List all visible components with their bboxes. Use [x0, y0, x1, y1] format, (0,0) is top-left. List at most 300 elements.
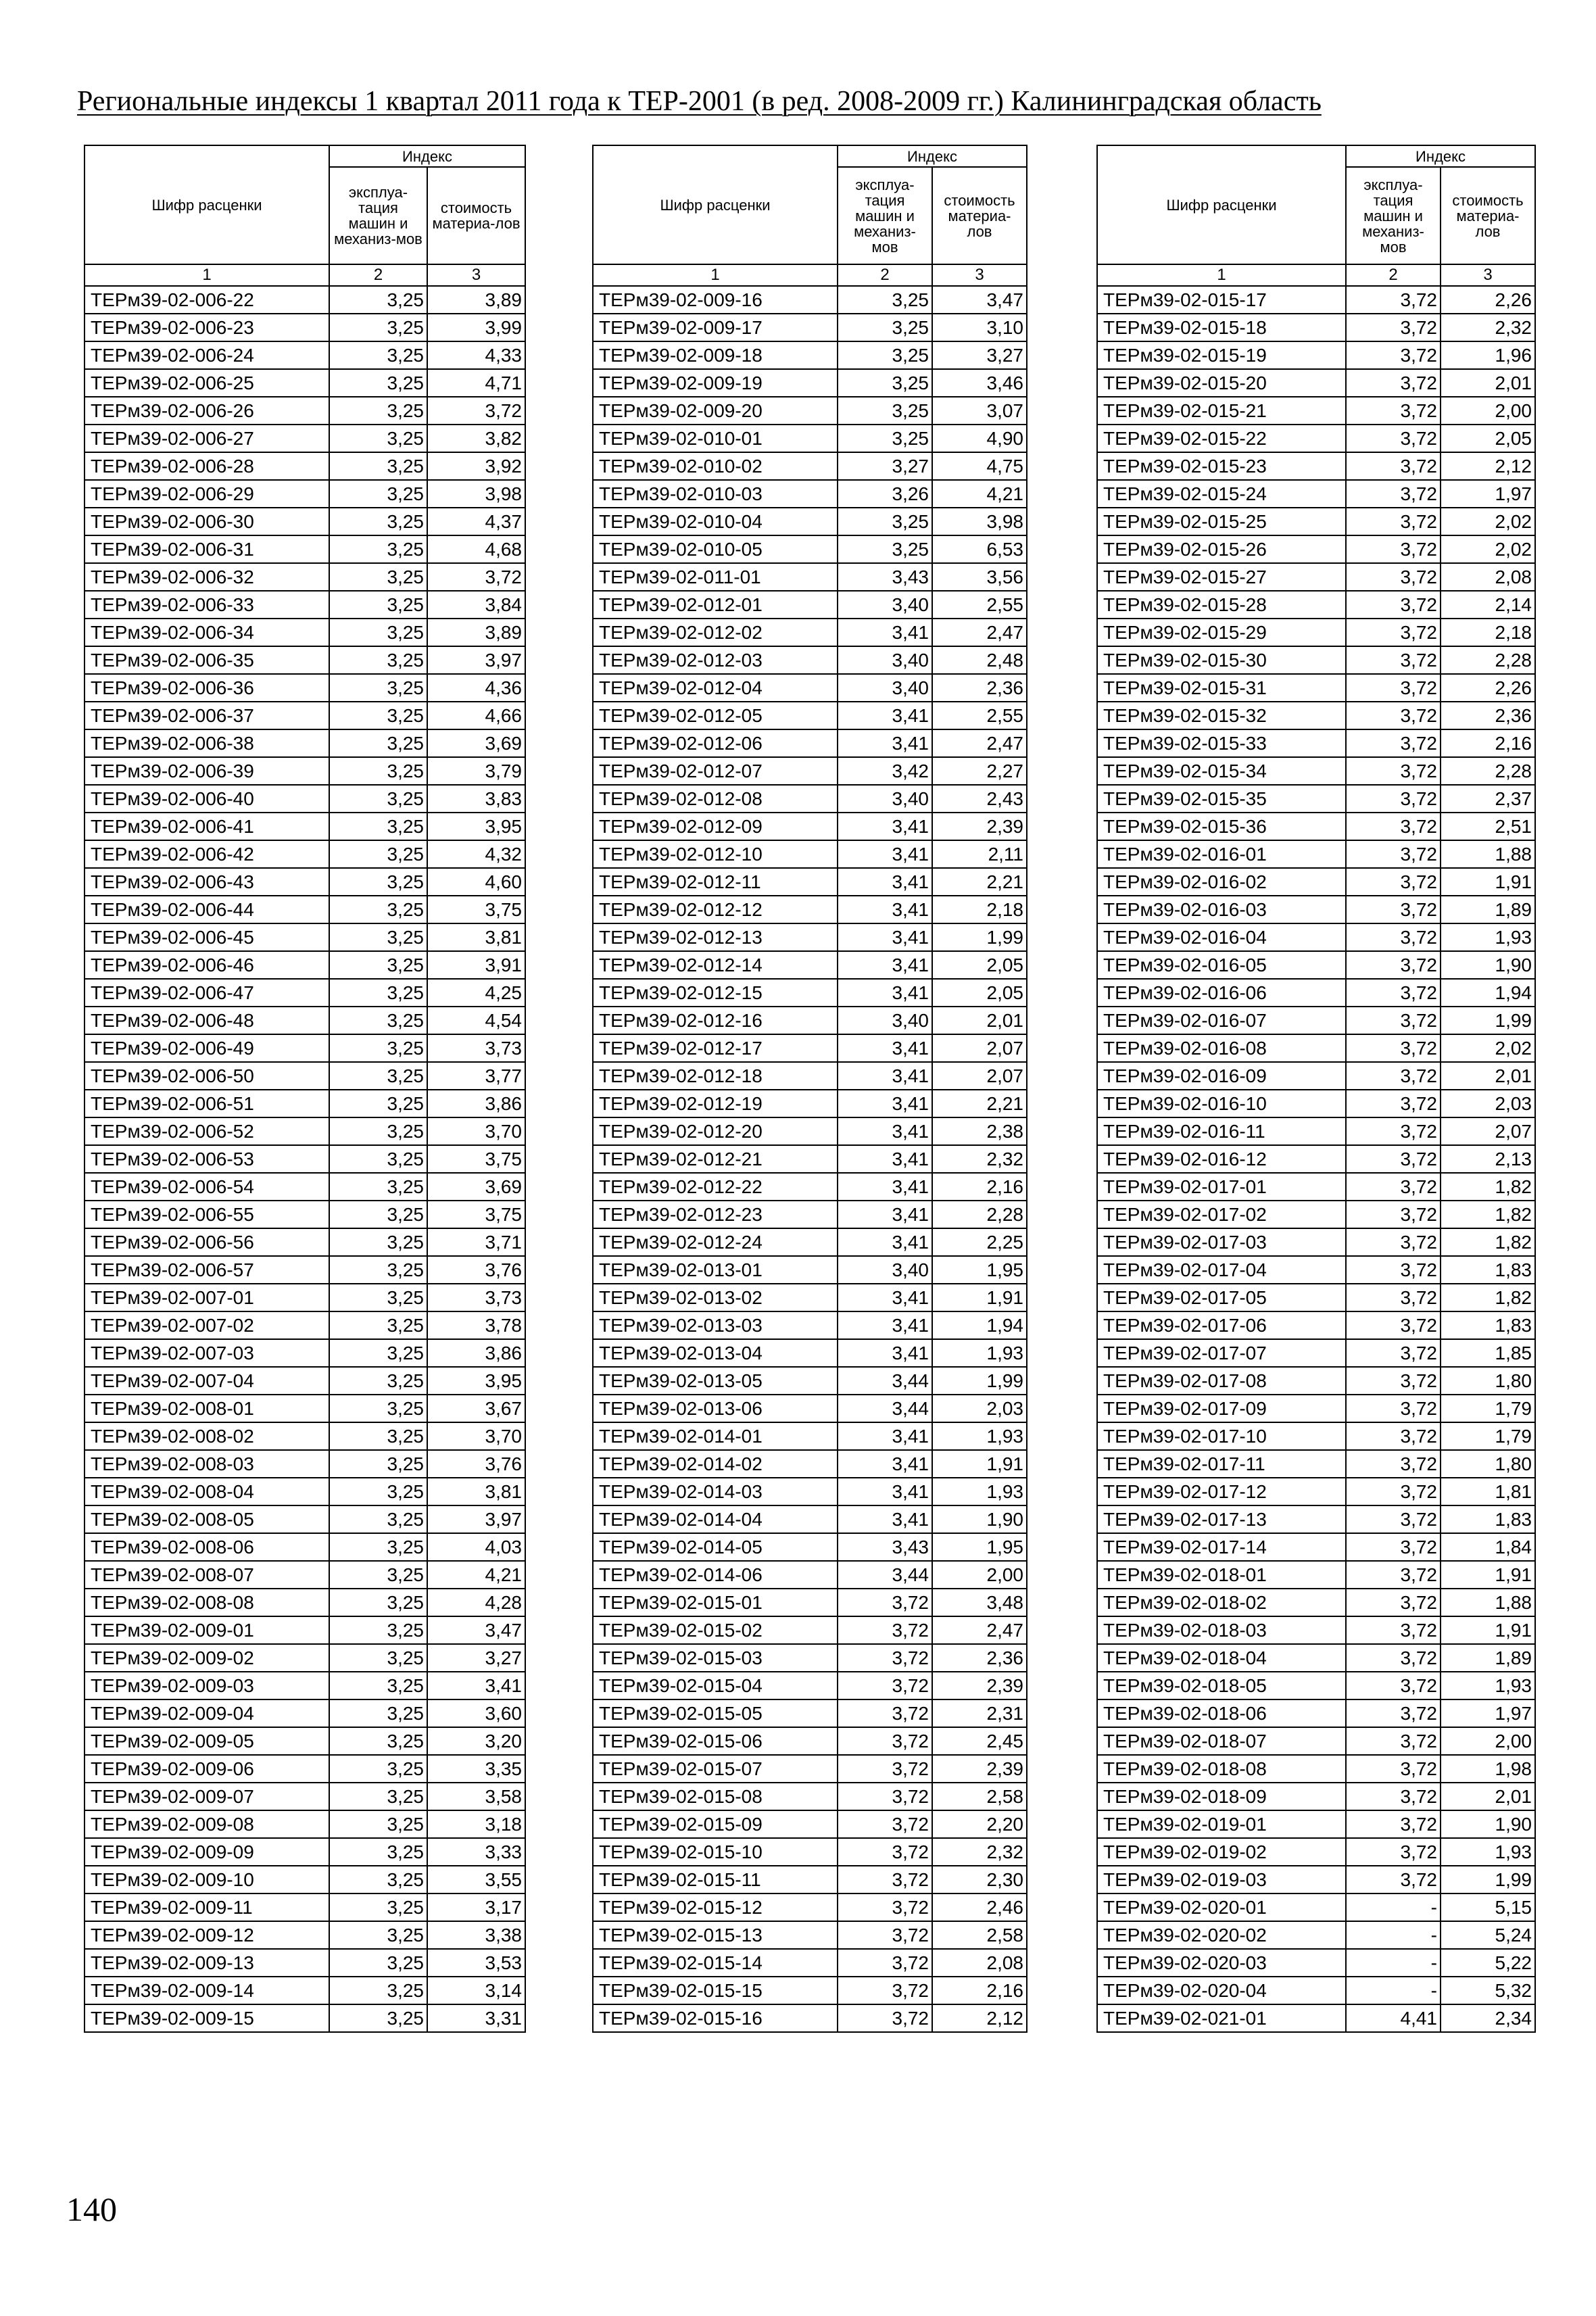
materials-index-cell: 2,34	[1441, 2004, 1535, 2032]
column-number: 3	[1441, 264, 1535, 286]
rate-code-cell: ТЕРм39-02-015-20	[1097, 369, 1346, 397]
rate-code-cell: ТЕРм39-02-012-03	[593, 646, 838, 674]
machines-index-cell: 3,41	[838, 1228, 932, 1256]
machines-index-cell: 3,25	[329, 1949, 427, 1977]
materials-index-cell: 3,18	[427, 1810, 525, 1838]
machines-index-cell: 3,72	[838, 1783, 932, 1810]
materials-index-cell: 3,73	[427, 1034, 525, 1062]
table-row	[593, 757, 1027, 785]
rate-code-cell: ТЕРм39-02-009-07	[84, 1783, 329, 1810]
materials-index-cell: 1,83	[1441, 1505, 1535, 1533]
rate-code-cell: ТЕРм39-02-006-36	[84, 674, 329, 702]
materials-index-cell: 1,88	[1441, 1589, 1535, 1616]
machines-index-cell: 3,25	[329, 1367, 427, 1395]
table-row	[593, 1173, 1027, 1201]
machines-index-cell: 3,25	[329, 1034, 427, 1062]
table-row	[593, 674, 1027, 702]
machines-index-cell: 3,72	[1346, 674, 1441, 702]
materials-index-cell: 1,84	[1441, 1533, 1535, 1561]
materials-index-cell: 1,79	[1441, 1422, 1535, 1450]
rate-code-cell: ТЕРм39-02-015-02	[593, 1616, 838, 1644]
rate-code-cell: ТЕРм39-02-006-56	[84, 1228, 329, 1256]
table-row	[1097, 923, 1535, 951]
rate-code-cell: ТЕРм39-02-014-01	[593, 1422, 838, 1450]
machines-index-cell: 3,41	[838, 1422, 932, 1450]
rate-code-cell: ТЕРм39-02-017-09	[1097, 1395, 1346, 1422]
rate-code-cell: ТЕРм39-02-015-34	[1097, 757, 1346, 785]
materials-index-cell: 3,81	[427, 923, 525, 951]
materials-index-cell: 3,97	[427, 646, 525, 674]
table-row	[1097, 1672, 1535, 1699]
rate-code-cell: ТЕРм39-02-018-03	[1097, 1616, 1346, 1644]
rate-code-cell: ТЕРм39-02-008-04	[84, 1478, 329, 1505]
materials-index-cell: 1,93	[932, 1339, 1027, 1367]
machines-index-cell: 3,25	[329, 646, 427, 674]
materials-index-cell: 2,02	[1441, 508, 1535, 535]
materials-index-cell: 1,97	[1441, 1699, 1535, 1727]
machines-index-cell: -	[1346, 1921, 1441, 1949]
page-number: 140	[66, 2190, 117, 2228]
table-row	[1097, 1755, 1535, 1783]
machines-index-cell: 3,72	[1346, 979, 1441, 1007]
table-row	[84, 674, 525, 702]
materials-index-cell: 4,03	[427, 1533, 525, 1561]
materials-index-cell: 3,82	[427, 425, 525, 452]
machines-index-cell: 3,41	[838, 1478, 932, 1505]
column-number: 1	[1097, 264, 1346, 286]
column-number: 3	[427, 264, 525, 286]
machines-index-cell: 3,25	[329, 508, 427, 535]
table-row	[84, 1090, 525, 1117]
table-row	[593, 702, 1027, 729]
rate-code-cell: ТЕРм39-02-006-30	[84, 508, 329, 535]
machines-index-cell: 3,72	[1346, 1589, 1441, 1616]
rate-code-cell: ТЕРм39-02-015-08	[593, 1783, 838, 1810]
machines-index-cell: 3,25	[838, 314, 932, 341]
rate-code-cell: ТЕРм39-02-010-01	[593, 425, 838, 452]
materials-index-cell: 3,81	[427, 1478, 525, 1505]
materials-index-cell: 5,15	[1441, 1893, 1535, 1921]
table-row	[1097, 452, 1535, 480]
machines-index-cell: 3,25	[329, 951, 427, 979]
table-row	[84, 840, 525, 868]
table-row	[84, 1478, 525, 1505]
materials-index-cell: 3,91	[427, 951, 525, 979]
rate-code-cell: ТЕРм39-02-009-13	[84, 1949, 329, 1977]
materials-index-cell: 1,97	[1441, 480, 1535, 508]
header-machines: эксплуа-тация машин и механиз-мов	[329, 167, 427, 264]
materials-index-cell: 1,90	[932, 1505, 1027, 1533]
index-table-2	[592, 145, 1027, 2033]
table-row	[84, 1699, 525, 1727]
machines-index-cell: 3,72	[838, 1893, 932, 1921]
rate-code-cell: ТЕРм39-02-016-10	[1097, 1090, 1346, 1117]
materials-index-cell: 3,95	[427, 813, 525, 840]
table-row	[84, 480, 525, 508]
table-row	[84, 979, 525, 1007]
table-row	[1097, 1866, 1535, 1893]
materials-index-cell: 2,38	[932, 1117, 1027, 1145]
header-index: Индекс	[1346, 145, 1535, 167]
rate-code-cell: ТЕРм39-02-013-04	[593, 1339, 838, 1367]
machines-index-cell: 3,72	[1346, 729, 1441, 757]
machines-index-cell: 3,25	[329, 785, 427, 813]
materials-index-cell: 1,94	[932, 1311, 1027, 1339]
machines-index-cell: 3,72	[838, 1727, 932, 1755]
machines-index-cell: 3,43	[838, 563, 932, 591]
machines-index-cell: 3,25	[329, 1422, 427, 1450]
materials-index-cell: 2,36	[932, 1644, 1027, 1672]
rate-code-cell: ТЕРм39-02-015-18	[1097, 314, 1346, 341]
machines-index-cell: 3,25	[329, 1644, 427, 1672]
materials-index-cell: 3,73	[427, 1284, 525, 1311]
rate-code-cell: ТЕРм39-02-012-19	[593, 1090, 838, 1117]
table-row	[84, 868, 525, 896]
machines-index-cell: 3,25	[329, 2004, 427, 2032]
machines-index-cell: 3,72	[838, 1921, 932, 1949]
rate-code-cell: ТЕРм39-02-006-23	[84, 314, 329, 341]
machines-index-cell: 3,25	[329, 1478, 427, 1505]
rate-code-cell: ТЕРм39-02-017-12	[1097, 1478, 1346, 1505]
table-row	[1097, 563, 1535, 591]
machines-index-cell: 3,72	[1346, 1866, 1441, 1893]
machines-index-cell: 3,72	[1346, 314, 1441, 341]
machines-index-cell: 3,72	[1346, 535, 1441, 563]
materials-index-cell: 2,05	[932, 951, 1027, 979]
rate-code-cell: ТЕРм39-02-006-55	[84, 1201, 329, 1228]
rate-code-cell: ТЕРм39-02-009-17	[593, 314, 838, 341]
rate-code-cell: ТЕРм39-02-006-42	[84, 840, 329, 868]
machines-index-cell: 3,41	[838, 951, 932, 979]
materials-index-cell: 5,24	[1441, 1921, 1535, 1949]
table-row	[84, 1561, 525, 1589]
materials-index-cell: 2,43	[932, 785, 1027, 813]
table-row	[1097, 1311, 1535, 1339]
table-row	[593, 1866, 1027, 1893]
machines-index-cell: 3,25	[329, 674, 427, 702]
table-row	[593, 896, 1027, 923]
machines-index-cell: 3,41	[838, 1117, 932, 1145]
rate-code-cell: ТЕРм39-02-006-57	[84, 1256, 329, 1284]
table-row	[84, 1367, 525, 1395]
rate-code-cell: ТЕРм39-02-012-09	[593, 813, 838, 840]
table-row	[1097, 1395, 1535, 1422]
materials-index-cell: 3,20	[427, 1727, 525, 1755]
machines-index-cell: 3,25	[329, 1173, 427, 1201]
rate-code-cell: ТЕРм39-02-009-04	[84, 1699, 329, 1727]
table-row	[1097, 1062, 1535, 1090]
rate-code-cell: ТЕРм39-02-015-19	[1097, 341, 1346, 369]
table-row	[593, 813, 1027, 840]
machines-index-cell: 3,25	[838, 286, 932, 314]
table-row	[1097, 1228, 1535, 1256]
materials-index-cell: 4,90	[932, 425, 1027, 452]
table-row	[84, 1616, 525, 1644]
rate-code-cell: ТЕРм39-02-008-01	[84, 1395, 329, 1422]
rate-code-cell: ТЕРм39-02-006-40	[84, 785, 329, 813]
column-number: 2	[1346, 264, 1441, 286]
rate-code-cell: ТЕРм39-02-006-48	[84, 1007, 329, 1034]
rate-code-cell: ТЕРм39-02-012-17	[593, 1034, 838, 1062]
materials-index-cell: 2,20	[932, 1810, 1027, 1838]
materials-index-cell: 3,58	[427, 1783, 525, 1810]
materials-index-cell: 1,89	[1441, 1644, 1535, 1672]
machines-index-cell: 3,72	[1346, 1533, 1441, 1561]
table-row	[84, 563, 525, 591]
rate-code-cell: ТЕРм39-02-014-05	[593, 1533, 838, 1561]
machines-index-cell: 3,72	[1346, 1755, 1441, 1783]
table-row	[1097, 1367, 1535, 1395]
table-row	[593, 1533, 1027, 1561]
table-row	[593, 1062, 1027, 1090]
rate-code-cell: ТЕРм39-02-012-12	[593, 896, 838, 923]
machines-index-cell: 3,72	[838, 1755, 932, 1783]
machines-index-cell: 3,25	[329, 1228, 427, 1256]
rate-code-cell: ТЕРм39-02-006-35	[84, 646, 329, 674]
materials-index-cell: 3,71	[427, 1228, 525, 1256]
rate-code-cell: ТЕРм39-02-016-09	[1097, 1062, 1346, 1090]
materials-index-cell: 3,75	[427, 1145, 525, 1173]
machines-index-cell: 3,72	[1346, 896, 1441, 923]
rate-code-cell: ТЕРм39-02-014-06	[593, 1561, 838, 1589]
materials-index-cell: 2,07	[932, 1034, 1027, 1062]
materials-index-cell: 2,28	[1441, 757, 1535, 785]
machines-index-cell: 3,72	[1346, 1727, 1441, 1755]
materials-index-cell: 1,91	[1441, 1616, 1535, 1644]
table-row	[1097, 1090, 1535, 1117]
rate-code-cell: ТЕРм39-02-006-27	[84, 425, 329, 452]
table-row	[1097, 674, 1535, 702]
materials-index-cell: 5,22	[1441, 1949, 1535, 1977]
rate-code-cell: ТЕРм39-02-015-13	[593, 1921, 838, 1949]
rate-code-cell: ТЕРм39-02-012-23	[593, 1201, 838, 1228]
materials-index-cell: 3,35	[427, 1755, 525, 1783]
machines-index-cell: 3,41	[838, 840, 932, 868]
table-row	[84, 702, 525, 729]
materials-index-cell: 2,47	[932, 1616, 1027, 1644]
rate-code-cell: ТЕРм39-02-018-06	[1097, 1699, 1346, 1727]
materials-index-cell: 1,99	[932, 1367, 1027, 1395]
table-row	[1097, 1339, 1535, 1367]
machines-index-cell: 3,25	[329, 979, 427, 1007]
materials-index-cell: 4,25	[427, 979, 525, 1007]
table-row	[593, 868, 1027, 896]
machines-index-cell: 3,25	[329, 896, 427, 923]
table-row	[593, 1727, 1027, 1755]
materials-index-cell: 3,41	[427, 1672, 525, 1699]
table-row	[593, 1034, 1027, 1062]
machines-index-cell: 3,25	[838, 397, 932, 425]
rate-code-cell: ТЕРм39-02-006-33	[84, 591, 329, 619]
machines-index-cell: 3,25	[838, 425, 932, 452]
table-row	[593, 646, 1027, 674]
materials-index-cell: 1,80	[1441, 1450, 1535, 1478]
machines-index-cell: 3,41	[838, 1173, 932, 1201]
table-row	[1097, 425, 1535, 452]
materials-index-cell: 1,82	[1441, 1228, 1535, 1256]
rate-code-cell: ТЕРм39-02-012-07	[593, 757, 838, 785]
machines-index-cell: 3,72	[1346, 646, 1441, 674]
rate-code-cell: ТЕРм39-02-020-01	[1097, 1893, 1346, 1921]
rate-code-cell: ТЕРм39-02-016-02	[1097, 868, 1346, 896]
machines-index-cell: 3,72	[1346, 1173, 1441, 1201]
materials-index-cell: 4,21	[932, 480, 1027, 508]
materials-index-cell: 2,39	[932, 1755, 1027, 1783]
materials-index-cell: 1,93	[932, 1422, 1027, 1450]
materials-index-cell: 2,02	[1441, 1034, 1535, 1062]
machines-index-cell: 3,25	[329, 1505, 427, 1533]
materials-index-cell: 6,53	[932, 535, 1027, 563]
machines-index-cell: 3,72	[838, 1949, 932, 1977]
rate-code-cell: ТЕРм39-02-006-34	[84, 619, 329, 646]
table-row	[84, 619, 525, 646]
table-row	[1097, 1478, 1535, 1505]
table-row	[593, 1893, 1027, 1921]
table-row	[1097, 1201, 1535, 1228]
materials-index-cell: 3,70	[427, 1117, 525, 1145]
machines-index-cell: 3,41	[838, 1284, 932, 1311]
materials-index-cell: 3,97	[427, 1505, 525, 1533]
rate-code-cell: ТЕРм39-02-017-10	[1097, 1422, 1346, 1450]
rate-code-cell: ТЕРм39-02-016-06	[1097, 979, 1346, 1007]
rate-code-cell: ТЕРм39-02-008-07	[84, 1561, 329, 1589]
rate-code-cell: ТЕРм39-02-009-20	[593, 397, 838, 425]
materials-index-cell: 3,48	[932, 1589, 1027, 1616]
machines-index-cell: 3,25	[329, 1311, 427, 1339]
machines-index-cell: 3,40	[838, 1007, 932, 1034]
machines-index-cell: 3,41	[838, 1062, 932, 1090]
rate-code-cell: ТЕРм39-02-008-02	[84, 1422, 329, 1450]
materials-index-cell: 2,55	[932, 702, 1027, 729]
machines-index-cell: 3,72	[838, 2004, 932, 2032]
machines-index-cell: 3,25	[329, 1699, 427, 1727]
materials-index-cell: 2,26	[1441, 674, 1535, 702]
rate-code-cell: ТЕРм39-02-013-01	[593, 1256, 838, 1284]
machines-index-cell: 3,41	[838, 868, 932, 896]
table-row	[1097, 840, 1535, 868]
machines-index-cell: 3,25	[329, 1755, 427, 1783]
rate-code-cell: ТЕРм39-02-012-20	[593, 1117, 838, 1145]
table-row	[84, 2004, 525, 2032]
rate-code-cell: ТЕРм39-02-009-11	[84, 1893, 329, 1921]
machines-index-cell: 3,40	[838, 591, 932, 619]
rate-code-cell: ТЕРм39-02-017-08	[1097, 1367, 1346, 1395]
rate-code-cell: ТЕРм39-02-016-08	[1097, 1034, 1346, 1062]
machines-index-cell: 3,25	[329, 868, 427, 896]
materials-index-cell: 1,93	[1441, 923, 1535, 951]
machines-index-cell: 3,25	[329, 591, 427, 619]
table-row	[593, 785, 1027, 813]
table-row	[84, 1589, 525, 1616]
rate-code-cell: ТЕРм39-02-012-02	[593, 619, 838, 646]
machines-index-cell: 3,72	[1346, 1450, 1441, 1478]
machines-index-cell: 3,25	[329, 314, 427, 341]
machines-index-cell: -	[1346, 1893, 1441, 1921]
rate-code-cell: ТЕРм39-02-006-52	[84, 1117, 329, 1145]
rate-code-cell: ТЕРм39-02-016-01	[1097, 840, 1346, 868]
rate-code-cell: ТЕРм39-02-006-50	[84, 1062, 329, 1090]
machines-index-cell: 3,41	[838, 1201, 932, 1228]
table-row	[1097, 979, 1535, 1007]
machines-index-cell: 3,72	[1346, 1505, 1441, 1533]
table-row	[593, 591, 1027, 619]
table-row	[84, 1505, 525, 1533]
machines-index-cell: 3,25	[329, 535, 427, 563]
machines-index-cell: 3,41	[838, 896, 932, 923]
rate-code-cell: ТЕРм39-02-006-32	[84, 563, 329, 591]
materials-index-cell: 2,08	[1441, 563, 1535, 591]
materials-index-cell: 1,88	[1441, 840, 1535, 868]
rate-code-cell: ТЕРм39-02-012-16	[593, 1007, 838, 1034]
materials-index-cell: 1,80	[1441, 1367, 1535, 1395]
machines-index-cell: 3,72	[1346, 951, 1441, 979]
rate-code-cell: ТЕРм39-02-012-04	[593, 674, 838, 702]
materials-index-cell: 2,00	[932, 1561, 1027, 1589]
rate-code-cell: ТЕРм39-02-006-31	[84, 535, 329, 563]
materials-index-cell: 3,86	[427, 1339, 525, 1367]
machines-index-cell: 3,25	[329, 757, 427, 785]
table-row	[84, 1311, 525, 1339]
rate-code-cell: ТЕРм39-02-007-03	[84, 1339, 329, 1367]
materials-index-cell: 2,07	[932, 1062, 1027, 1090]
rate-code-cell: ТЕРм39-02-006-45	[84, 923, 329, 951]
table-row	[593, 1090, 1027, 1117]
machines-index-cell: 3,72	[838, 1810, 932, 1838]
machines-index-cell: 3,72	[1346, 757, 1441, 785]
rate-code-cell: ТЕРм39-02-013-02	[593, 1284, 838, 1311]
machines-index-cell: 3,72	[1346, 1478, 1441, 1505]
table-row	[1097, 1284, 1535, 1311]
machines-index-cell: 3,25	[329, 1838, 427, 1866]
machines-index-cell: 3,41	[838, 1034, 932, 1062]
materials-index-cell: 3,27	[932, 341, 1027, 369]
table-row	[593, 923, 1027, 951]
column-number: 2	[838, 264, 932, 286]
table-row	[1097, 1644, 1535, 1672]
table-row	[84, 314, 525, 341]
materials-index-cell: 2,11	[932, 840, 1027, 868]
machines-index-cell: 3,72	[838, 1672, 932, 1699]
table-row	[84, 1145, 525, 1173]
table-row	[1097, 1977, 1535, 2004]
materials-index-cell: 3,92	[427, 452, 525, 480]
machines-index-cell: 3,25	[329, 286, 427, 314]
table-row	[593, 1478, 1027, 1505]
table-row	[1097, 1034, 1535, 1062]
machines-index-cell: 3,72	[1346, 813, 1441, 840]
table-row	[84, 341, 525, 369]
rate-code-cell: ТЕРм39-02-012-13	[593, 923, 838, 951]
machines-index-cell: 3,72	[1346, 1201, 1441, 1228]
table-row	[593, 1228, 1027, 1256]
materials-index-cell: 2,39	[932, 813, 1027, 840]
rate-code-cell: ТЕРм39-02-017-03	[1097, 1228, 1346, 1256]
table-row	[1097, 1422, 1535, 1450]
materials-index-cell: 2,07	[1441, 1117, 1535, 1145]
table-row	[1097, 646, 1535, 674]
table-row	[84, 1256, 525, 1284]
rate-code-cell: ТЕРм39-02-007-02	[84, 1311, 329, 1339]
rate-code-cell: ТЕРм39-02-009-08	[84, 1810, 329, 1838]
materials-index-cell: 2,00	[1441, 1727, 1535, 1755]
materials-index-cell: 4,68	[427, 535, 525, 563]
machines-index-cell: 3,72	[1346, 341, 1441, 369]
materials-index-cell: 1,89	[1441, 896, 1535, 923]
materials-index-cell: 2,01	[1441, 1062, 1535, 1090]
materials-index-cell: 1,93	[1441, 1838, 1535, 1866]
rate-code-cell: ТЕРм39-02-016-05	[1097, 951, 1346, 979]
materials-index-cell: 3,78	[427, 1311, 525, 1339]
